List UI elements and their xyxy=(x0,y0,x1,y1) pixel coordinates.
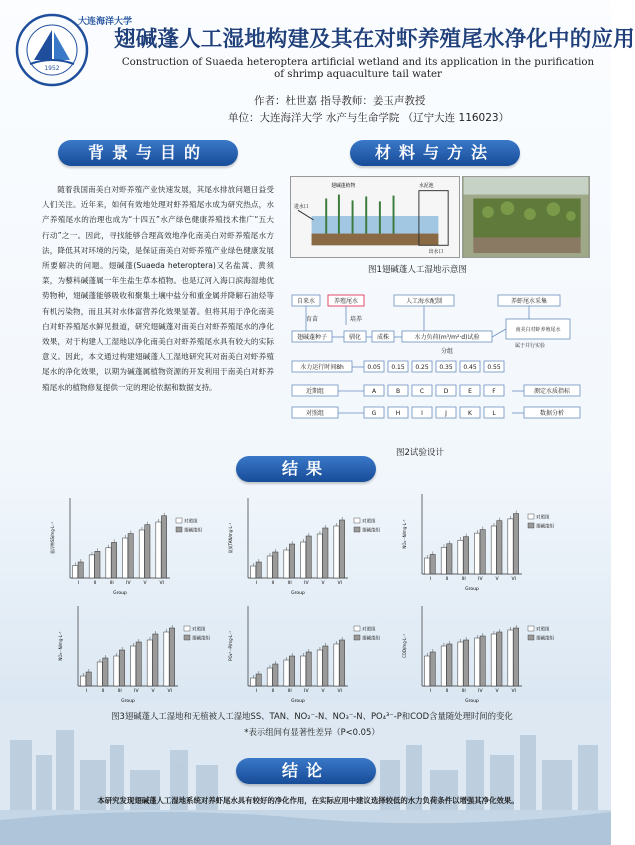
legend-label: 对照组 xyxy=(184,519,198,525)
tick-label: III xyxy=(117,689,122,694)
bar xyxy=(458,540,463,574)
flow-node-tapwater: 自来水 xyxy=(296,298,316,305)
poster-title-english: Construction of Suaeda heteroptera artificial wetland and its application in the purification of shrimp aquaculture tail water xyxy=(121,57,595,80)
flow-near-label: C xyxy=(419,388,425,395)
tick-label: I xyxy=(429,577,431,582)
x-axis-label: Group xyxy=(121,699,135,704)
legend-swatch xyxy=(354,518,360,523)
tick-label: V xyxy=(151,689,155,694)
chart-cod xyxy=(400,598,575,710)
section-header-conclusion: 结论 xyxy=(236,758,376,784)
bar xyxy=(441,547,446,574)
author-line: 作者：杜世嘉 指导教师：姜玉声教授 xyxy=(254,95,426,107)
bar xyxy=(111,542,116,578)
bar xyxy=(256,674,261,686)
bar xyxy=(491,634,496,686)
tick-label: II xyxy=(445,689,449,694)
tick-label: II xyxy=(101,689,105,694)
y-axis-label: PO₄³⁻-P/mg·L⁻¹ xyxy=(228,631,233,661)
tick-label: I xyxy=(429,689,431,694)
tick-label: VI xyxy=(511,577,516,582)
y-axis-label: 氨氮TAN/mg·L⁻¹ xyxy=(228,522,233,554)
bar xyxy=(480,636,485,686)
bar xyxy=(447,644,452,686)
section-header-methods: 材料与方法 xyxy=(350,140,520,166)
legend-swatch xyxy=(528,626,534,631)
bar xyxy=(301,542,306,578)
bar xyxy=(114,656,119,686)
bar xyxy=(103,658,108,686)
flow-node-hydraulic-test: 水力负荷(m³/m²·d)试验 xyxy=(414,334,480,341)
flow-node-adult: 成株 xyxy=(376,334,390,341)
tick-label: IV xyxy=(304,581,309,586)
flow-near-label: F xyxy=(492,388,496,395)
tick-label: VI xyxy=(337,581,342,586)
flow-ctrl-label: J xyxy=(445,410,447,417)
tick-label: III xyxy=(287,689,292,694)
bar xyxy=(430,554,435,574)
bar xyxy=(475,533,480,574)
bar xyxy=(284,660,289,686)
flow-node-artificial-seawater: 人工海水配制 xyxy=(405,298,443,305)
flow-node-near-group: 近期组 xyxy=(305,388,325,395)
flow-load-label: 0.25 xyxy=(415,364,429,371)
tick-label: V xyxy=(495,577,499,582)
legend-label: 对照组 xyxy=(362,627,376,633)
bar xyxy=(508,630,513,686)
bar xyxy=(251,566,256,578)
flow-ctrl-label: G xyxy=(371,410,377,417)
bar xyxy=(267,556,272,578)
section-header-results: 结果 xyxy=(236,456,376,482)
figure3-note: *表示组间有显著性差异（P<0.05） xyxy=(244,727,380,737)
x-axis-label: Group xyxy=(465,587,479,592)
legend-swatch xyxy=(354,626,360,631)
legend-label: 对照组 xyxy=(536,515,550,521)
tick-label: VI xyxy=(337,689,342,694)
bar xyxy=(153,634,158,686)
bar xyxy=(119,650,124,686)
outflow-label: 出水口 xyxy=(428,249,444,256)
legend-label: 翅碱蓬组 xyxy=(192,636,210,642)
tick-label: III xyxy=(287,581,292,586)
flow-node-analysis: 数据分析 xyxy=(539,410,565,417)
flow-ctrl-label: I xyxy=(421,410,423,417)
legend-swatch xyxy=(184,635,190,640)
bar xyxy=(480,530,485,574)
bar xyxy=(441,646,446,686)
legend-swatch xyxy=(176,518,182,523)
bar xyxy=(289,544,294,578)
flow-ctrl-label: K xyxy=(468,410,472,417)
legend-label: 翅碱蓬组 xyxy=(362,528,380,534)
legend-label: 翅碱蓬组 xyxy=(536,524,554,530)
tick-label: IV xyxy=(478,577,483,582)
flow-node-measure: 测定水质指标 xyxy=(533,388,571,395)
bar xyxy=(334,644,339,686)
conclusion-paragraph: 本研究发现翅碱蓬人工湿地系统对养虾尾水具有较好的净化作用，在实际应用中建议选择较低的水力负荷条件以增强其净化效果。 xyxy=(97,796,519,805)
flow-load-label: 0.15 xyxy=(391,364,405,371)
bar xyxy=(323,646,328,686)
y-axis-label: COD/mg·L⁻¹ xyxy=(402,633,407,659)
y-axis-label: NO₃⁻-N/mg·L⁻¹ xyxy=(58,631,63,661)
legend-label: 对照组 xyxy=(362,519,376,525)
svg-text:1952: 1952 xyxy=(44,65,60,72)
y-axis-label: 悬浮物SS/mg·L⁻¹ xyxy=(50,521,55,555)
bar xyxy=(458,642,463,686)
bar xyxy=(339,640,344,686)
tick-label: II xyxy=(271,689,275,694)
bar xyxy=(273,664,278,686)
bar xyxy=(425,558,430,574)
bar xyxy=(156,522,161,578)
legend-swatch xyxy=(528,635,534,640)
tick-label: IV xyxy=(134,689,139,694)
flow-node-shrimp-tailwater: 南美白对虾养殖尾水 xyxy=(515,327,561,333)
tick-label: IV xyxy=(478,689,483,694)
tick-label: III xyxy=(461,689,466,694)
tick-label: I xyxy=(255,581,257,586)
x-axis-label: Group xyxy=(113,591,127,596)
tick-label: V xyxy=(143,581,147,586)
bar xyxy=(73,566,78,578)
bar xyxy=(131,646,136,686)
bar xyxy=(497,521,502,574)
flow-node-grouping: 分组 xyxy=(440,348,454,355)
chart-po4 xyxy=(226,598,401,710)
tick-label: III xyxy=(109,581,114,586)
bar xyxy=(164,632,169,686)
bar xyxy=(513,514,518,574)
flow-node-runtime: 水力运行时间8h xyxy=(300,364,344,371)
tick-label: V xyxy=(321,689,325,694)
x-axis-label: Group xyxy=(291,699,305,704)
flow-load-label: 0.45 xyxy=(463,364,477,371)
tick-label: VI xyxy=(159,581,164,586)
bar xyxy=(106,548,111,578)
tick-label: V xyxy=(495,689,499,694)
wetland-photo xyxy=(462,176,590,258)
legend-swatch xyxy=(176,527,182,532)
flow-node-seeds: 翅碱蓬种子 xyxy=(296,334,328,341)
bar xyxy=(323,528,328,578)
tick-label: I xyxy=(255,689,257,694)
x-axis-label: Group xyxy=(465,699,479,704)
bar xyxy=(267,668,272,686)
poster-title: 翅碱蓬人工湿地构建及其在对虾养殖尾水净化中的应用 xyxy=(114,27,635,52)
bar xyxy=(301,656,306,686)
experiment-design-flowchart xyxy=(284,285,588,440)
bar xyxy=(78,562,83,578)
bar xyxy=(306,536,311,578)
bar xyxy=(147,640,152,686)
svg-text:大连海洋大学: 大连海洋大学 xyxy=(78,17,133,27)
background-paragraph: 随着我国南美白对虾养殖产业快速发展，其尾水排放问题日益受人们关注。近年来，如何有效地处理对虾养殖尾水成为研究热点，水产养殖尾水的治理也成为“十四五”水产绿色健康养殖技术推广“五大行动”之一。因此，寻找能够合理高效地净化南美白对虾养殖尾水方法，降低其对环境的污染，是保证南美白对虾养殖产业绿色健康发展所要解决的问题。翅碱蓬(Suaeda heteroptera)又名盐蒿、黄须菜，为藜科碱蓬属一年生盐生草本植物。也是辽河入海口滨海湿地优势物种，翅碱蓬能够吸收和聚集土壤中盐分和重金属并降解石油烃等有机污染物，而且其对水体富营养化效果显著。但将其用于净化南美白对虾养殖尾水鲜见报道，研究翅碱蓬对南美白对虾养殖尾水的净化效果，对于构建人工湿地以净化南美白对虾养殖尾水具有较大的实际意义。因此，本文通过构建翅碱蓬人工湿地研究其对南美白对虾养殖尾水的净化效果，以期为碱蓬属植物资源的开发利用于南美白对虾养殖尾水的植物修复提供一定的理论依据和数据支持。 xyxy=(42,185,274,392)
tick-label: VI xyxy=(511,689,516,694)
bar xyxy=(447,544,452,574)
flow-near-label: D xyxy=(443,388,449,395)
bar xyxy=(89,555,94,578)
bar xyxy=(317,650,322,686)
unit-line: 单位：大连海洋大学 水产与生命学院 （辽宁大连 116023） xyxy=(228,112,510,124)
bar xyxy=(256,562,261,578)
x-axis-label: Group xyxy=(291,591,305,596)
flow-ctrl-label: L xyxy=(492,410,496,417)
flow-node-acclimation: 驯化 xyxy=(348,334,362,341)
figure3-caption: 图3翅碱蓬人工湿地和无植被人工湿地SS、TAN、NO₂⁻-N、NO₃⁻-N、PO₄³⁻-P和COD含量随处理时间的变化 xyxy=(111,711,513,721)
bar xyxy=(145,525,150,578)
bar xyxy=(86,672,91,686)
bar xyxy=(161,516,166,578)
bar xyxy=(513,628,518,686)
bar xyxy=(497,632,502,686)
tick-label: II xyxy=(445,577,449,582)
university-logo xyxy=(12,10,133,88)
flow-node-parallel: 属于并行实验 xyxy=(514,343,546,349)
bar xyxy=(284,550,289,578)
y-axis-label: NO₂⁻-N/mg·L⁻¹ xyxy=(402,519,407,549)
bar xyxy=(95,551,100,578)
figure1-caption: 图1翅碱蓬人工湿地示意图 xyxy=(368,265,467,275)
chart-tan xyxy=(226,490,401,602)
bar xyxy=(317,534,322,578)
bar xyxy=(251,678,256,686)
bar xyxy=(463,640,468,686)
bar xyxy=(425,656,430,686)
tick-label: IV xyxy=(304,689,309,694)
bar xyxy=(463,537,468,574)
bar xyxy=(169,628,174,686)
bar xyxy=(334,526,339,578)
flow-near-label: B xyxy=(395,388,401,395)
legend-swatch xyxy=(184,626,190,631)
legend-swatch xyxy=(354,527,360,532)
figure2-caption: 图2试验设计 xyxy=(396,448,444,458)
bar xyxy=(273,552,278,578)
legend-label: 翅碱蓬组 xyxy=(536,636,554,642)
legend-label: 翅碱蓬组 xyxy=(362,636,380,642)
legend-label: 对照组 xyxy=(536,627,550,633)
flow-load-label: 0.35 xyxy=(439,364,453,371)
bar xyxy=(508,519,513,574)
flow-ctrl-label: H xyxy=(395,410,401,417)
legend-label: 对照组 xyxy=(192,627,206,633)
tick-label: VI xyxy=(167,689,172,694)
chart-no3 xyxy=(56,598,231,710)
flow-load-label: 0.55 xyxy=(487,364,501,371)
chart-no2 xyxy=(400,486,575,598)
tick-label: I xyxy=(85,689,87,694)
bar xyxy=(306,652,311,686)
legend-swatch xyxy=(528,523,534,528)
plant-label: 翅碱蓬植物 xyxy=(331,182,356,189)
legend-swatch xyxy=(354,635,360,640)
bar xyxy=(123,538,128,578)
bar xyxy=(81,676,86,686)
bar xyxy=(128,534,133,578)
tick-label: V xyxy=(321,581,325,586)
tick-label: III xyxy=(461,577,466,582)
bar xyxy=(97,662,102,686)
flow-node-culture: 培养 xyxy=(349,316,363,323)
wetland-diagram xyxy=(290,176,460,258)
bar xyxy=(339,520,344,578)
flow-node-seedling: 育苗 xyxy=(305,316,319,323)
tick-label: II xyxy=(93,581,97,586)
tick-label: IV xyxy=(126,581,131,586)
legend-swatch xyxy=(528,514,534,519)
bar xyxy=(430,652,435,686)
bar xyxy=(136,642,141,686)
legend-label: 翅碱蓬组 xyxy=(184,528,202,534)
flow-node-tailwater: 养殖尾水 xyxy=(333,298,359,305)
chart-ss xyxy=(48,490,223,602)
flow-near-label: A xyxy=(371,388,377,395)
tick-label: I xyxy=(77,581,79,586)
section-header-background: 背景与目的 xyxy=(58,140,238,166)
tank-label: 水泥池 xyxy=(418,182,434,189)
flow-node-shrimp-water: 养虾尾水采集 xyxy=(510,298,548,305)
bar xyxy=(475,638,480,686)
bar xyxy=(491,526,496,574)
bar xyxy=(289,656,294,686)
flow-near-label: E xyxy=(468,388,472,395)
tick-label: II xyxy=(271,581,275,586)
inflow-label: 进水口 xyxy=(294,204,309,211)
flow-load-label: 0.05 xyxy=(367,364,381,371)
bar xyxy=(139,530,144,578)
flow-node-control-group: 对照组 xyxy=(305,410,325,417)
